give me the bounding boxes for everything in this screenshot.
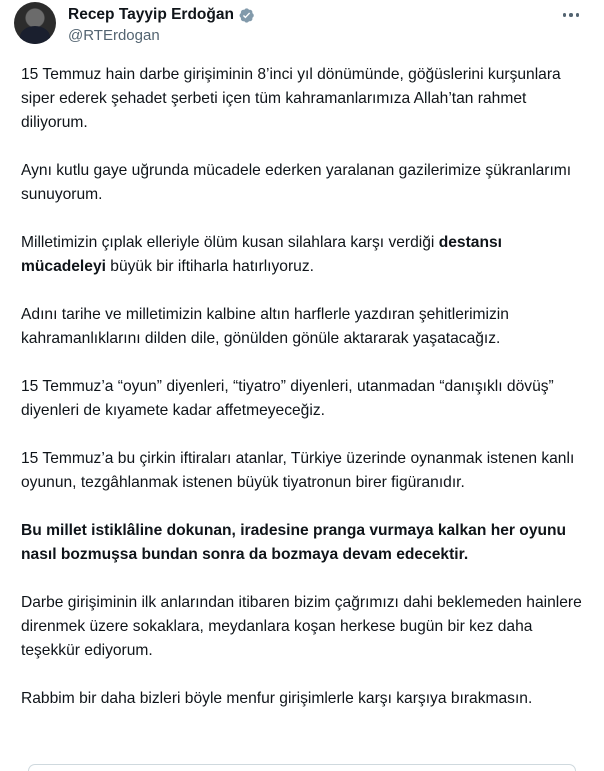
name-row: [68, 5, 255, 25]
verified-badge-icon: [238, 7, 255, 24]
paragraph-8: Darbe girişiminin ilk anlarından itibaren bizim çağrımızı dahi beklemeden hainlere direnmek üzere sokaklara, meydanlara koşan herkese bugün bir kez daha teşekkür ediyorum.: [21, 594, 582, 659]
paragraph-6: 15 Temmuz’a bu çirkin iftiraları atanlar, Türkiye üzerinde oynanmak istenen kanlı oyunun, tezgâhlanmak istenen büyük tiyatronun birer figüranıdır.: [21, 450, 575, 491]
paragraph-3: [21, 231, 591, 279]
paragraph-3-end: büyük bir iftiharla hatırlıyoruz.: [105, 258, 314, 275]
paragraph-7-bold: Bu millet istiklâline dokunan, iradesine pranga vurmaya kalkan her oyunu nasıl bozmuşsa bundan sonra da bozmaya devam edecektir.: [21, 522, 567, 563]
paragraph-3-start: Milletimizin çıplak elleriyle ölüm kusan silahlara karşı verdiği: [21, 234, 439, 251]
paragraph-1: 15 Temmuz hain darbe girişiminin 8’inci yıl dönümünde, göğüslerini kurşunlara siper ederek şehadet şerbeti içen tüm kahramanlarımıza Allah’tan rahmet diliyorum.: [21, 66, 561, 131]
more-dot: [563, 13, 567, 17]
embedded-card-edge: [28, 764, 576, 771]
display-name[interactable]: Recep Tayyip Erdoğan: [68, 6, 234, 23]
avatar[interactable]: [14, 2, 56, 44]
paragraph-5: 15 Temmuz’a “oyun” diyenleri, “tiyatro” diyenleri, utanmadan “danışıklı dövüş” diyenleri de kıyamete kadar affetmeyeceğiz.: [21, 378, 554, 419]
more-dot: [569, 13, 573, 17]
more-dot: [576, 13, 580, 17]
more-options-icon[interactable]: [558, 6, 584, 24]
tweet-header: [14, 2, 590, 48]
paragraph-3-bold: destansı mücadeleyi: [21, 234, 502, 275]
paragraph-9: Rabbim bir daha bizleri böyle menfur girişimlerle karşı karşıya bırakmasın.: [21, 690, 533, 707]
handle[interactable]: @RTErdogan: [68, 27, 160, 44]
paragraph-7: [21, 519, 591, 567]
author-block: [68, 5, 255, 44]
tweet-text: [21, 63, 591, 711]
paragraph-4: Adını tarihe ve milletimizin kalbine altın harflerle yazdıran şehitlerimizin kahramanlıklarını dilden dile, gönülden gönüle aktararak yaşatacağız.: [21, 306, 509, 347]
paragraph-2: Aynı kutlu gaye uğrunda mücadele ederken yaralanan gazilerimize şükranlarımı sunuyorum.: [21, 162, 572, 203]
